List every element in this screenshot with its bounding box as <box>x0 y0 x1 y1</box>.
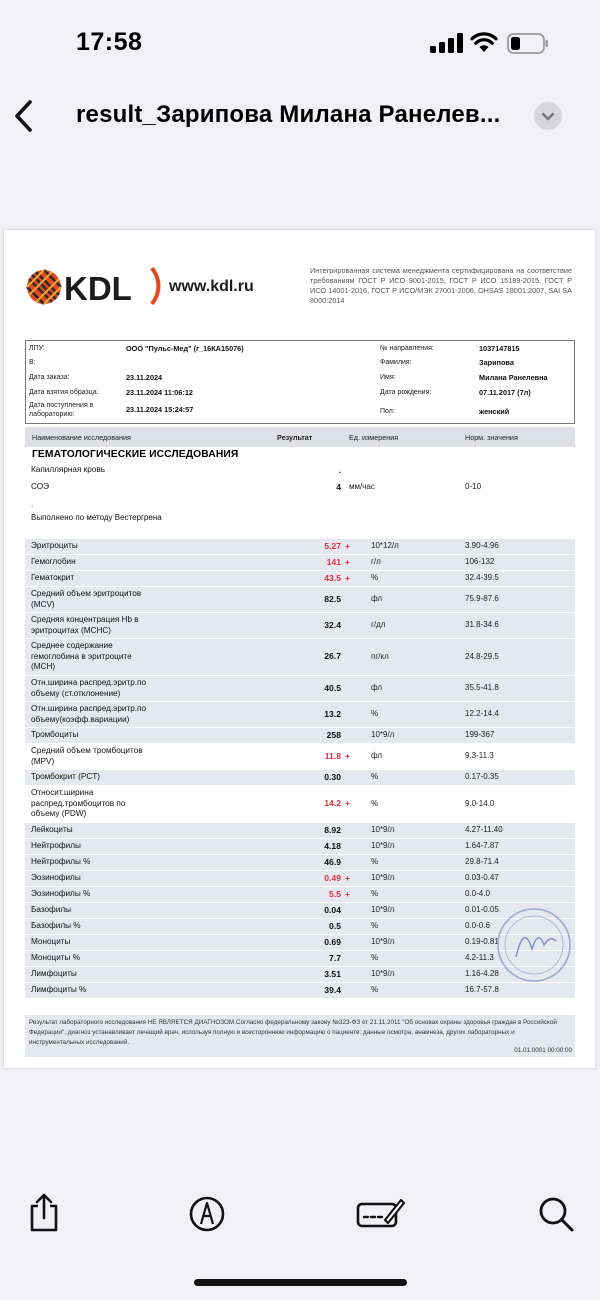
table-row <box>25 744 575 769</box>
row-result: 141 <box>326 556 341 567</box>
table-row <box>25 871 575 886</box>
doctor-stamp-icon <box>494 905 574 985</box>
table-row <box>25 555 575 570</box>
ref-value: 1037147815 <box>479 344 520 353</box>
home-indicator[interactable] <box>194 1279 407 1286</box>
row-name: Относит.ширина распред.тромбоцитов по объему (PDW) <box>31 788 126 819</box>
column-name-header: Наименование исследования <box>32 433 131 442</box>
table-row <box>25 539 575 554</box>
row-norm: 0.03-0.47 <box>465 873 499 882</box>
row-name: Тромбокрит (PCT) <box>31 772 100 782</box>
row-name: СОЭ <box>31 482 49 491</box>
row-unit: г/дл <box>371 620 386 629</box>
row-name: Лимфоциты % <box>31 985 87 995</box>
document-page[interactable] <box>4 230 595 1068</box>
row-norm: 75.9-87.6 <box>465 594 499 603</box>
lpu-value: ООО "Пульс-Мед" (г_16КА15076) <box>126 344 244 353</box>
row-name: Моноциты <box>31 937 71 947</box>
patient-info-box <box>25 340 575 424</box>
row-norm: 32.4-39.5 <box>465 573 499 582</box>
chevron-down-icon <box>534 102 562 130</box>
row-name: Эозинофилы <box>31 873 81 883</box>
row-unit: % <box>371 985 379 994</box>
row-norm: 1.16-4.28 <box>465 969 499 978</box>
row-result: 3.51 <box>324 968 341 979</box>
sex-value: женский <box>479 407 510 416</box>
row-unit: % <box>371 798 379 808</box>
lpu-label: ЛПУ: <box>29 345 45 352</box>
navigation-bar <box>0 90 600 146</box>
row-norm: 106-132 <box>465 557 495 566</box>
table-row <box>25 613 575 638</box>
row-name: Моноциты % <box>31 953 80 963</box>
back-chevron-icon[interactable] <box>12 98 34 134</box>
row-result: 46.9 <box>324 856 341 867</box>
bottom-toolbar <box>0 1190 600 1240</box>
table-row <box>25 728 575 743</box>
row-flag: + <box>345 556 351 567</box>
row-norm: 4.27-11.40 <box>465 825 503 834</box>
row-result: 4 <box>336 482 341 492</box>
table-row <box>25 855 575 870</box>
row-unit: % <box>371 953 379 962</box>
table-row <box>25 983 575 998</box>
method-note: Выполнено по методу Вестергрена <box>31 513 162 522</box>
search-icon[interactable] <box>536 1190 576 1234</box>
order-date-label: Дата заказа: <box>29 374 70 381</box>
surname-label: Фамилия: <box>380 359 412 366</box>
row-name: Гемоглобин <box>31 557 76 567</box>
table-row <box>25 639 575 675</box>
row-unit: 10*9/л <box>371 825 395 834</box>
share-icon[interactable] <box>24 1190 64 1234</box>
row-norm: 12.2-14.4 <box>465 709 499 718</box>
table-row <box>25 823 575 838</box>
row-unit: % <box>371 573 379 582</box>
kdl-swoosh-icon <box>149 266 165 306</box>
row-result: 5.5 <box>329 888 341 899</box>
row-result: 14.2 <box>324 798 341 808</box>
disclaimer-note <box>25 1015 575 1057</box>
title-menu-button[interactable] <box>534 102 562 130</box>
row-norm: 0.17-0.35 <box>465 772 499 781</box>
row-unit: % <box>371 772 379 781</box>
table-row <box>25 887 575 902</box>
row-result: 0.49 <box>324 872 341 883</box>
row-name: Лейкоциты <box>31 825 73 835</box>
lab-date-label-line2: лабораторию: <box>29 411 75 418</box>
row-unit: 10*9/л <box>371 905 395 914</box>
name-label: Имя: <box>380 374 396 381</box>
row-flag: + <box>345 540 351 551</box>
row-unit: % <box>371 857 379 866</box>
row-result: 11.8 <box>324 750 341 761</box>
v-label: В: <box>29 359 36 366</box>
column-norm-header: Норм. значения <box>465 433 518 442</box>
row-name: Нейтрофилы % <box>31 857 91 867</box>
dob-value: 07.11.2017 (7л) <box>479 388 531 397</box>
row-unit: 10*9/л <box>371 873 395 882</box>
status-time: 17:58 <box>76 28 143 56</box>
row-result: 7.7 <box>329 952 341 963</box>
row-result: 39.4 <box>324 984 341 995</box>
method-dot: . <box>31 500 34 509</box>
row-unit: г/л <box>371 557 381 566</box>
row-name: Средняя концентрация Hb в эритроцитах (MCHC) <box>31 615 139 635</box>
surname-value: Зарипова <box>479 358 514 367</box>
row-unit: мм/час <box>349 482 375 491</box>
row-unit: % <box>371 921 379 930</box>
row-name: Лимфоциты <box>31 969 77 979</box>
table-row <box>25 919 575 934</box>
row-flag: + <box>345 888 351 899</box>
row-result: 0.5 <box>329 920 341 931</box>
row-norm: 29.8-71.4 <box>465 857 499 866</box>
row-unit: 10*9/л <box>371 937 395 946</box>
row-result: 8.92 <box>324 824 341 835</box>
table-row <box>25 967 575 982</box>
row-unit: пг/кл <box>371 651 389 661</box>
row-result: 5.27 <box>324 540 341 551</box>
sample-date-value: 23.11.2024 11:06:12 <box>126 388 193 397</box>
ref-label: № направления: <box>380 345 434 352</box>
table-row <box>25 676 575 701</box>
row-unit: 10*9/л <box>371 730 395 739</box>
row-name: Средний объем эритроцитов (MCV) <box>31 589 142 609</box>
sex-label: Пол: <box>380 408 395 415</box>
row-result: 0.04 <box>324 904 341 915</box>
row-unit: фл <box>371 751 383 760</box>
row-flag: + <box>345 872 351 883</box>
markup-icon[interactable] <box>187 1190 227 1234</box>
row-norm: 35.5-41.8 <box>465 683 499 692</box>
row-flag: + <box>345 750 351 761</box>
battery-icon <box>507 33 549 54</box>
document-title: result_Зарипова Милана Ранелев... <box>76 101 501 128</box>
kdl-website: www.kdl.ru <box>169 278 254 295</box>
table-row <box>25 951 575 966</box>
lab-date-value: 23.11.2024 15:24:57 <box>126 405 194 414</box>
row-result: 43.5 <box>324 572 341 583</box>
row-norm: 0.0-4.0 <box>465 889 490 898</box>
row-result: 26.7 <box>324 651 341 661</box>
row-name: Базофилы % <box>31 921 81 931</box>
row-norm: 0.19-0.81 <box>465 937 499 946</box>
table-row-capillary <box>25 463 575 479</box>
table-row <box>25 587 575 612</box>
row-unit: % <box>371 709 379 718</box>
row-name: Средний объем тромбоцитов (MPV) <box>31 746 143 766</box>
row-result: 13.2 <box>324 708 341 719</box>
cellular-signal-icon <box>430 33 464 53</box>
table-row-soe <box>25 479 575 495</box>
table-row <box>25 935 575 950</box>
row-result: 32.4 <box>324 619 341 630</box>
row-norm: 9.0-14.0 <box>465 798 495 808</box>
row-result: 40.5 <box>324 682 341 693</box>
row-unit: фл <box>371 594 383 603</box>
name-value: Милана Ранелевна <box>479 373 548 382</box>
row-name: Отн.ширина распред.эритр.по объему(коэфф.вариации) <box>31 704 147 724</box>
row-result: 82.5 <box>324 593 341 604</box>
table-row <box>25 770 575 785</box>
wifi-icon <box>470 31 498 53</box>
row-norm: 0.0-0.6 <box>465 921 490 930</box>
row-result: . <box>338 465 341 475</box>
row-name: Базофилы <box>31 905 72 915</box>
row-unit: 10*12/л <box>371 541 399 550</box>
signature-icon[interactable] <box>355 1190 407 1234</box>
status-bar <box>0 0 600 90</box>
kdl-logo <box>24 266 284 308</box>
row-name: Эритроциты <box>31 541 78 551</box>
footer-code: 01.01.0001 00:00:00 <box>514 1047 572 1054</box>
row-name: Капиллярная кровь <box>31 465 105 474</box>
column-result-header: Результат <box>277 433 313 442</box>
table-row <box>25 903 575 918</box>
row-norm: 0.01-0.05 <box>465 905 499 914</box>
row-norm: 31.8-34.6 <box>465 620 499 629</box>
lab-date-label-line1: Дата поступления в <box>29 402 94 409</box>
table-row <box>25 702 575 727</box>
row-unit: % <box>371 889 379 898</box>
table-row <box>25 571 575 586</box>
table-row <box>25 786 575 822</box>
row-name: Отн.ширина распред.эритр.по объему (ст.отклонение) <box>31 678 147 698</box>
row-unit: фл <box>371 683 383 692</box>
row-result: 0.30 <box>324 771 341 782</box>
order-date-value: 23.11.2024 <box>126 373 163 382</box>
row-norm: 24.8-29.5 <box>465 651 499 661</box>
row-norm: 1.64-7.87 <box>465 841 499 850</box>
row-name: Эозинофилы % <box>31 889 91 899</box>
column-unit-header: Ед. измерения <box>349 433 399 442</box>
row-flag: + <box>345 798 351 808</box>
row-name: Среднее содержание гемоглобина в эритроците (MCH) <box>31 641 132 672</box>
row-norm: 16.7-57.8 <box>465 985 499 994</box>
section-title: ГЕМАТОЛОГИЧЕСКИЕ ИССЛЕДОВАНИЯ <box>32 449 239 460</box>
results-table-header <box>25 427 575 447</box>
row-name: Тромбоциты <box>31 730 79 740</box>
row-unit: 10*9/л <box>371 969 395 978</box>
row-norm: 9.3-11.3 <box>465 751 494 760</box>
row-norm: 0-10 <box>465 482 482 491</box>
row-result: 258 <box>326 729 341 740</box>
iso-certification-text: Интегрированная система менеджмента сертифицирована на соответствие требованиям ГОСТ Р ИСО 9001-2015, ГОСТ Р ИСО 15189-2015, ГОСТ Р ИСО 14001-2016, ГОСТ Р ИСО/МЭК 27001-2006, OHSAS 18001:2007, SAI SA 8000:2014 <box>310 266 572 305</box>
row-unit: 10*9/л <box>371 841 395 850</box>
row-flag: + <box>345 572 351 583</box>
kdl-brand-text: KDL <box>64 270 132 307</box>
row-norm: 4.2-11.3 <box>465 953 494 962</box>
sample-date-label: Дата взятия образца: <box>29 389 99 396</box>
table-row <box>25 839 575 854</box>
disclaimer-text: Результат лабораторного исследования НЕ ЯВЛЯЕТСЯ ДИАГНОЗОМ.Согласно федеральному закону №323-ФЗ от 21.11.2011 "Об основах охраны здоровья граждан в Российской Федерации", диагноз устанавливает лечащий врач, используя полную и всестороннюю информацию о пациенте: данные осмотра, анамнеза, других лабораторных и инструментальных исследований. <box>29 1019 557 1046</box>
row-result: 0.69 <box>324 936 341 947</box>
dob-label: Дата рождения: <box>380 389 432 396</box>
row-norm: 199-367 <box>465 730 495 739</box>
row-norm: 3.90-4.96 <box>465 541 499 550</box>
row-name: Гематокрит <box>31 573 75 583</box>
kdl-logo-mark-icon <box>26 269 62 305</box>
row-result: 4.18 <box>324 840 341 851</box>
row-name: Нейтрофилы <box>31 841 81 851</box>
